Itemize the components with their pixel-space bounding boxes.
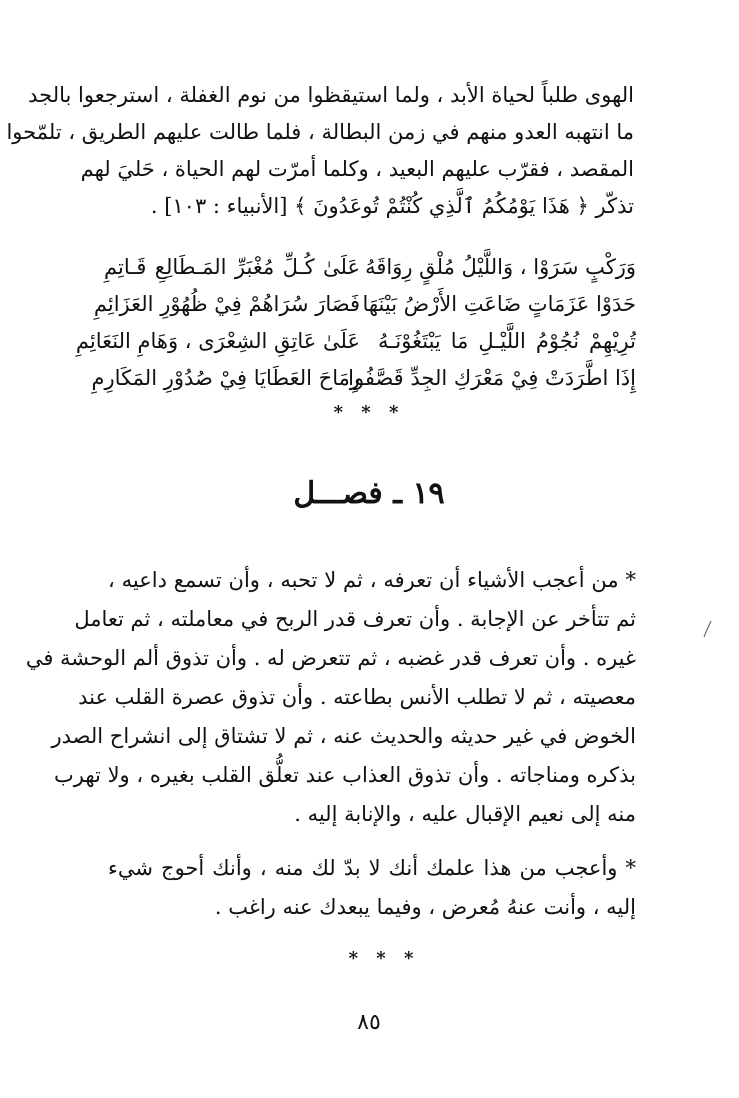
poem-verse-2-first: حَدَوْا عَزَمَاتٍ ضَاعَتِ الأَرْضُ بَيْنَهَا xyxy=(362,292,636,316)
paragraph1-line-7: منه إلى نعيم الإقبال عليه ، والإنابة إليه . xyxy=(294,802,636,826)
paragraph1-line-4: معصيته ، ثم لا تطلب الأنس بطاعته . وأن تذوق عصرة القلب عند xyxy=(78,685,636,709)
intro-line-1: الهوى طلباً لحياة الأبد ، ولما استيقظوا من نوم الغفلة ، استرجعوا بالجد xyxy=(28,83,634,107)
paragraph1-line-3: غيره . وأن تعرف قدر غضبه ، ثم تتعرض له . وأن تذوق ألم الوحشة في xyxy=(25,646,636,670)
separator-stars-bottom: * * * xyxy=(348,948,420,969)
paragraph1-line-6: بذكره ومناجاته . وأن تذوق العذاب عند تعلُّق القلب بغيره ، ولا تهرب xyxy=(54,763,636,787)
poem-verse-3-first: تُرِيْهِمْ نُجُوْمُ اللَّيْـلِ مَا يَبْتَغُوْنَـهُ xyxy=(378,329,636,353)
section-title: ١٩ ـ فصـــل xyxy=(293,476,445,511)
poem-verse-1-first: وَرَكْبٍ سَرَوْا ، وَاللَّيْلُ مُلْقٍ رِوَاقَهُ xyxy=(365,255,636,279)
intro-line-3: المقصد ، فقرّب عليهم البعيد ، وكلما أمرّت لهم الحياة ، حَليَ لهم xyxy=(80,157,634,181)
poem-verse-3-second: عَلَىٰ عَاتِقِ الشِعْرَى ، وَهَامِ النَعَائِمِ xyxy=(75,329,360,353)
intro-line-4: تذكّر ﴿ هَذَا يَوْمُكُمُ ٱلَّذِي كُنْتُمْ تُوعَدُونَ ﴾ [الأنبياء : ١٠٣] . xyxy=(150,194,634,218)
margin-pencil-mark xyxy=(703,620,713,638)
paragraph1-line-5: الخوض في غير حديثه والحديث عنه ، ثم لا تشتاق إلى انشراح الصدر xyxy=(51,724,636,748)
poem-verse-4-second: رِمَاحَ العَطَايَا فِيْ صُدُوْرِ المَكَارِمِ xyxy=(91,366,360,390)
poem-verse-4-first: إِذَا اطَّرَدَتْ فِيْ مَعْرَكِ الجِدِّ قَصَّفُوا xyxy=(348,366,636,390)
separator-stars-top: * * * xyxy=(333,402,405,423)
paragraph1-line-2: ثم تتأخر عن الإجابة . وأن تعرف قدر الربح في معاملته ، ثم تعامل xyxy=(74,607,636,631)
paragraph2-line-1: * وأعجب من هذا علمك أنك لا بدّ لك منه ، وأنك أحوج شيء xyxy=(108,856,636,880)
intro-line-2: ما انتهبه العدو منهم في زمن البطالة ، فلما طالت عليهم الطريق ، تلمّحوا xyxy=(6,120,634,144)
poem-verse-2-second: فَصَارَ سُرَاهُمْ فِيْ ظُهُوْرِ العَزَائِمِ xyxy=(93,292,360,316)
paragraph2-line-2: إليه ، وأنت عنهُ مُعرض ، وفيما يبعدك عنه راغب . xyxy=(214,895,636,919)
poem-verse-1-second: عَلَىٰ كُـلِّ مُغْبَرِّ المَـطَالِعِ قَـاتِمِ xyxy=(104,255,360,279)
paragraph1-line-1: * من أعجب الأشياء أن تعرفه ، ثم لا تحبه ، وأن تسمع داعيه ، xyxy=(108,568,636,592)
page-number: ٨٥ xyxy=(357,1010,381,1035)
